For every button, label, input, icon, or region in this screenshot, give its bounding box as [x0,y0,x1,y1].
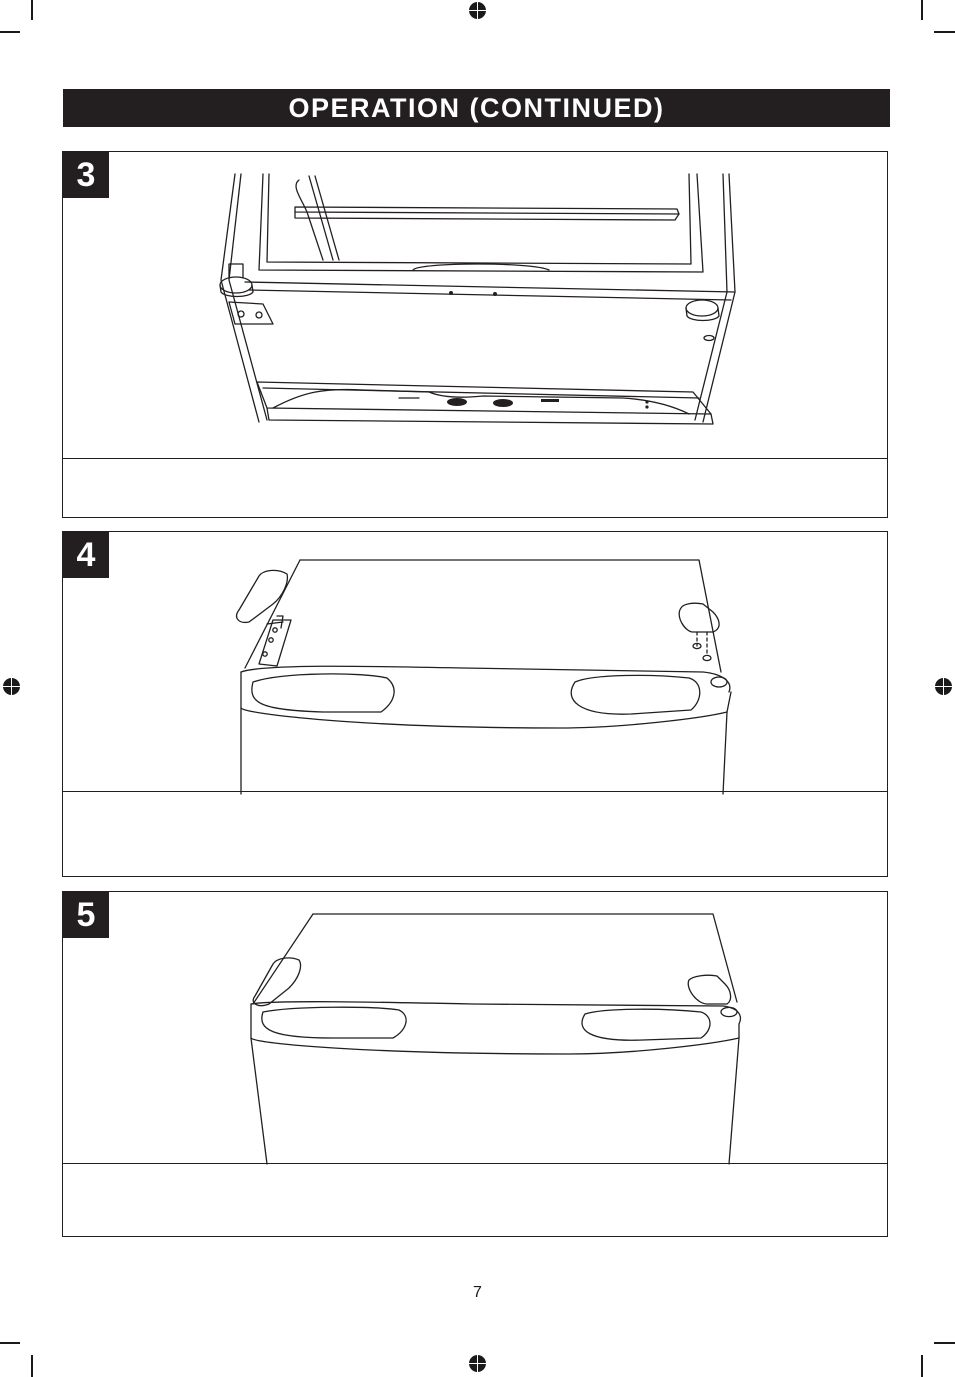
page-number: 7 [473,1284,482,1301]
crop-mark-top-left-v [31,0,33,20]
step-5-caption [63,1163,887,1236]
door-hinge-removal-drawing [63,532,889,794]
step-4-panel [62,531,888,877]
crop-mark-top-right-h [934,31,955,33]
step-4-number: 4 [63,532,109,578]
step-3-panel [62,151,888,518]
crop-mark-bottom-right-v [921,1355,923,1377]
step-3-illustration [63,152,887,460]
step-3-caption [63,458,887,517]
registration-mark-icon [469,1355,486,1372]
crop-mark-bottom-left-v [31,1355,33,1377]
step-5-number: 5 [63,892,109,938]
crop-mark-bottom-left-h [0,1342,20,1344]
crop-mark-top-right-v [921,0,923,20]
step-5-illustration [63,892,887,1164]
step-4-illustration [63,532,887,794]
registration-mark-icon [469,2,486,19]
crop-mark-top-left-h [0,31,20,33]
step-3-number: 3 [63,152,109,198]
crop-mark-bottom-right-h [934,1342,955,1344]
step-5-panel [62,891,888,1237]
section-title: OPERATION (CONTINUED) [63,89,890,127]
registration-mark-icon [3,678,20,695]
freezer-bottom-view-drawing [63,152,889,460]
hinge-covers-reinstalled-drawing [63,892,889,1164]
step-4-caption [63,791,887,876]
registration-mark-icon [935,678,952,695]
